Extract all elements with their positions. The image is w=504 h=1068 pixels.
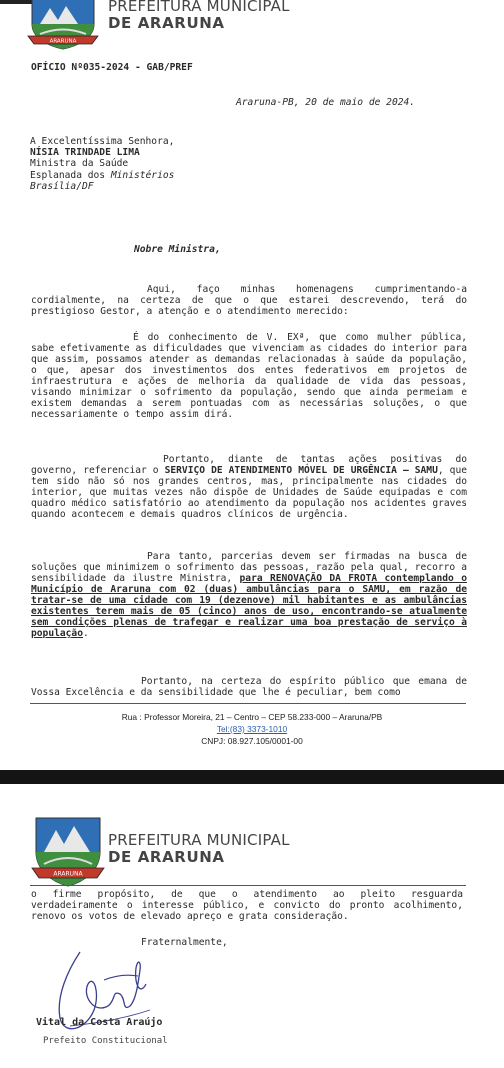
header-divider: [30, 885, 466, 886]
paragraph-6: o firme propósito, de que o atendimento ao pleito resguarda verdadeiramente o interesse público, e convicto do pronto acolhimento, renovo os votos de elevado apreço e grata consideração.: [31, 889, 463, 922]
recipient-city: Brasília/DF: [30, 181, 94, 192]
recipient-title: Ministra da Saúde: [30, 158, 129, 169]
oficio-number: OFÍCIO Nº035-2024 - GAB/PREF: [31, 62, 193, 73]
municipality-header: [108, 0, 290, 32]
paragraph-4-end: .: [82, 628, 89, 639]
paragraph-4: [31, 551, 467, 639]
crest-banner-text: ARARUNA: [49, 38, 77, 45]
paragraph-4-text-a: Para tanto, parcerias devem ser firmadas na busca de soluções que minimizem o sofrimento das pessoas, razão pela qual, recorro a sensibilidade da ilustre Ministra,: [31, 551, 467, 584]
paragraph-3-text-b: , que tem sido não só nos grandes centros, mas, principalmente nas cidades do interior, que muitas vezes não dispõe de Unidades de Saúde equipadas e com quadro médico satisfatório ao atendimento da população nos acidentes graves quando acontecem e demais quadros clínicos de urgência.: [31, 465, 467, 520]
header-line-2-p2: DE ARARUNA: [108, 848, 225, 866]
municipal-crest-logo-2: [30, 814, 106, 888]
greeting: Nobre Ministra,: [134, 244, 221, 255]
paragraph-2: É do conhecimento de V. EXª, que como mulher pública, sabe efetivamente as dificuldades que vivenciam as cidades do interior para que assim, possamos atender as demandas relacionadas à saúde da população, o que, apesar dos investimentos dos entes federativos em projetos de infraestrutura e ações de melhoria da qualidade de vida das pessoas, visando minimizar o sofrimento da população, sendo que ainda permeiam e existem demandas a serem pontuadas com as necessárias soluções, o que necessariamente o tempo assim dirá.: [31, 332, 467, 420]
footer-phone-link[interactable]: Tel:(83) 3373-1010: [216, 724, 288, 734]
paragraph-3-text-a: Portanto, diante de tantas ações positivas do governo, referenciar o: [31, 454, 467, 476]
recipient-address-prefix: Esplanada dos: [30, 170, 111, 181]
signer-role: Prefeito Constitucional: [43, 1036, 168, 1046]
page-separator: [0, 770, 504, 784]
paragraph-5: Portanto, na certeza do espírito público que emana de Vossa Excelência e da sensibilidade que lhe é peculiar, bem como: [31, 676, 467, 698]
footer-address: Rua : Professor Moreira, 21 – Centro – CEP 58.233-000 – Araruna/PB: [121, 712, 383, 722]
footer: [0, 711, 504, 747]
recipient-address: [30, 170, 174, 181]
letter-page-2: [0, 784, 504, 1068]
date-line: Araruna-PB, 20 de maio de 2024.: [236, 97, 416, 108]
footer-divider: [30, 703, 466, 704]
footer-cnpj: CNPJ: 08.927.105/0001-00: [201, 736, 303, 746]
municipal-crest-logo: [26, 0, 100, 50]
recipient-address-italic: Ministérios: [110, 170, 175, 181]
signer-name: Vital da Costa Araújo: [36, 1017, 163, 1028]
recipient-name: NÍSIA TRINDADE LIMA: [30, 147, 140, 158]
paragraph-1: Aqui, faço minhas homenagens cumprimentando-a cordialmente, na certeza de que o que estarei descrevendo, terá do prestigioso Gestor, a atenção e o atendimento merecido:: [31, 284, 467, 317]
crest-banner-text-2: ARARUNA: [53, 870, 83, 878]
header-line-1: PREFEITURA MUNICIPAL: [108, 0, 290, 15]
fleet-renewal-request: para RENOVAÇÃO DA FROTA contemplando o Município de Araruna com 02 (duas) ambulâncias para o SAMU, em razão de tratar-se de uma cidade com 19 (dezenove) mil habitantes e as ambulâncias existentes terem mais de 05 (cinco) anos de uso, encontrando-se atualmente sem condições plenas de trafegar e realizar uma boa prestação de serviço à população: [31, 573, 467, 639]
closing-text: Fraternalmente,: [141, 937, 228, 948]
municipality-header-2: [108, 832, 290, 866]
header-line-2: DE ARARUNA: [108, 14, 225, 32]
samu-service-name: SERVIÇO DE ATENDIMENTO MÓVEL DE URGÊNCIA – SAMU: [164, 465, 438, 476]
recipient-salutation: A Excelentíssima Senhora,: [30, 136, 175, 147]
header-line-1-p2: PREFEITURA MUNICIPAL: [108, 831, 290, 849]
handwritten-signature: [50, 940, 160, 1044]
paragraph-3: [31, 454, 467, 520]
